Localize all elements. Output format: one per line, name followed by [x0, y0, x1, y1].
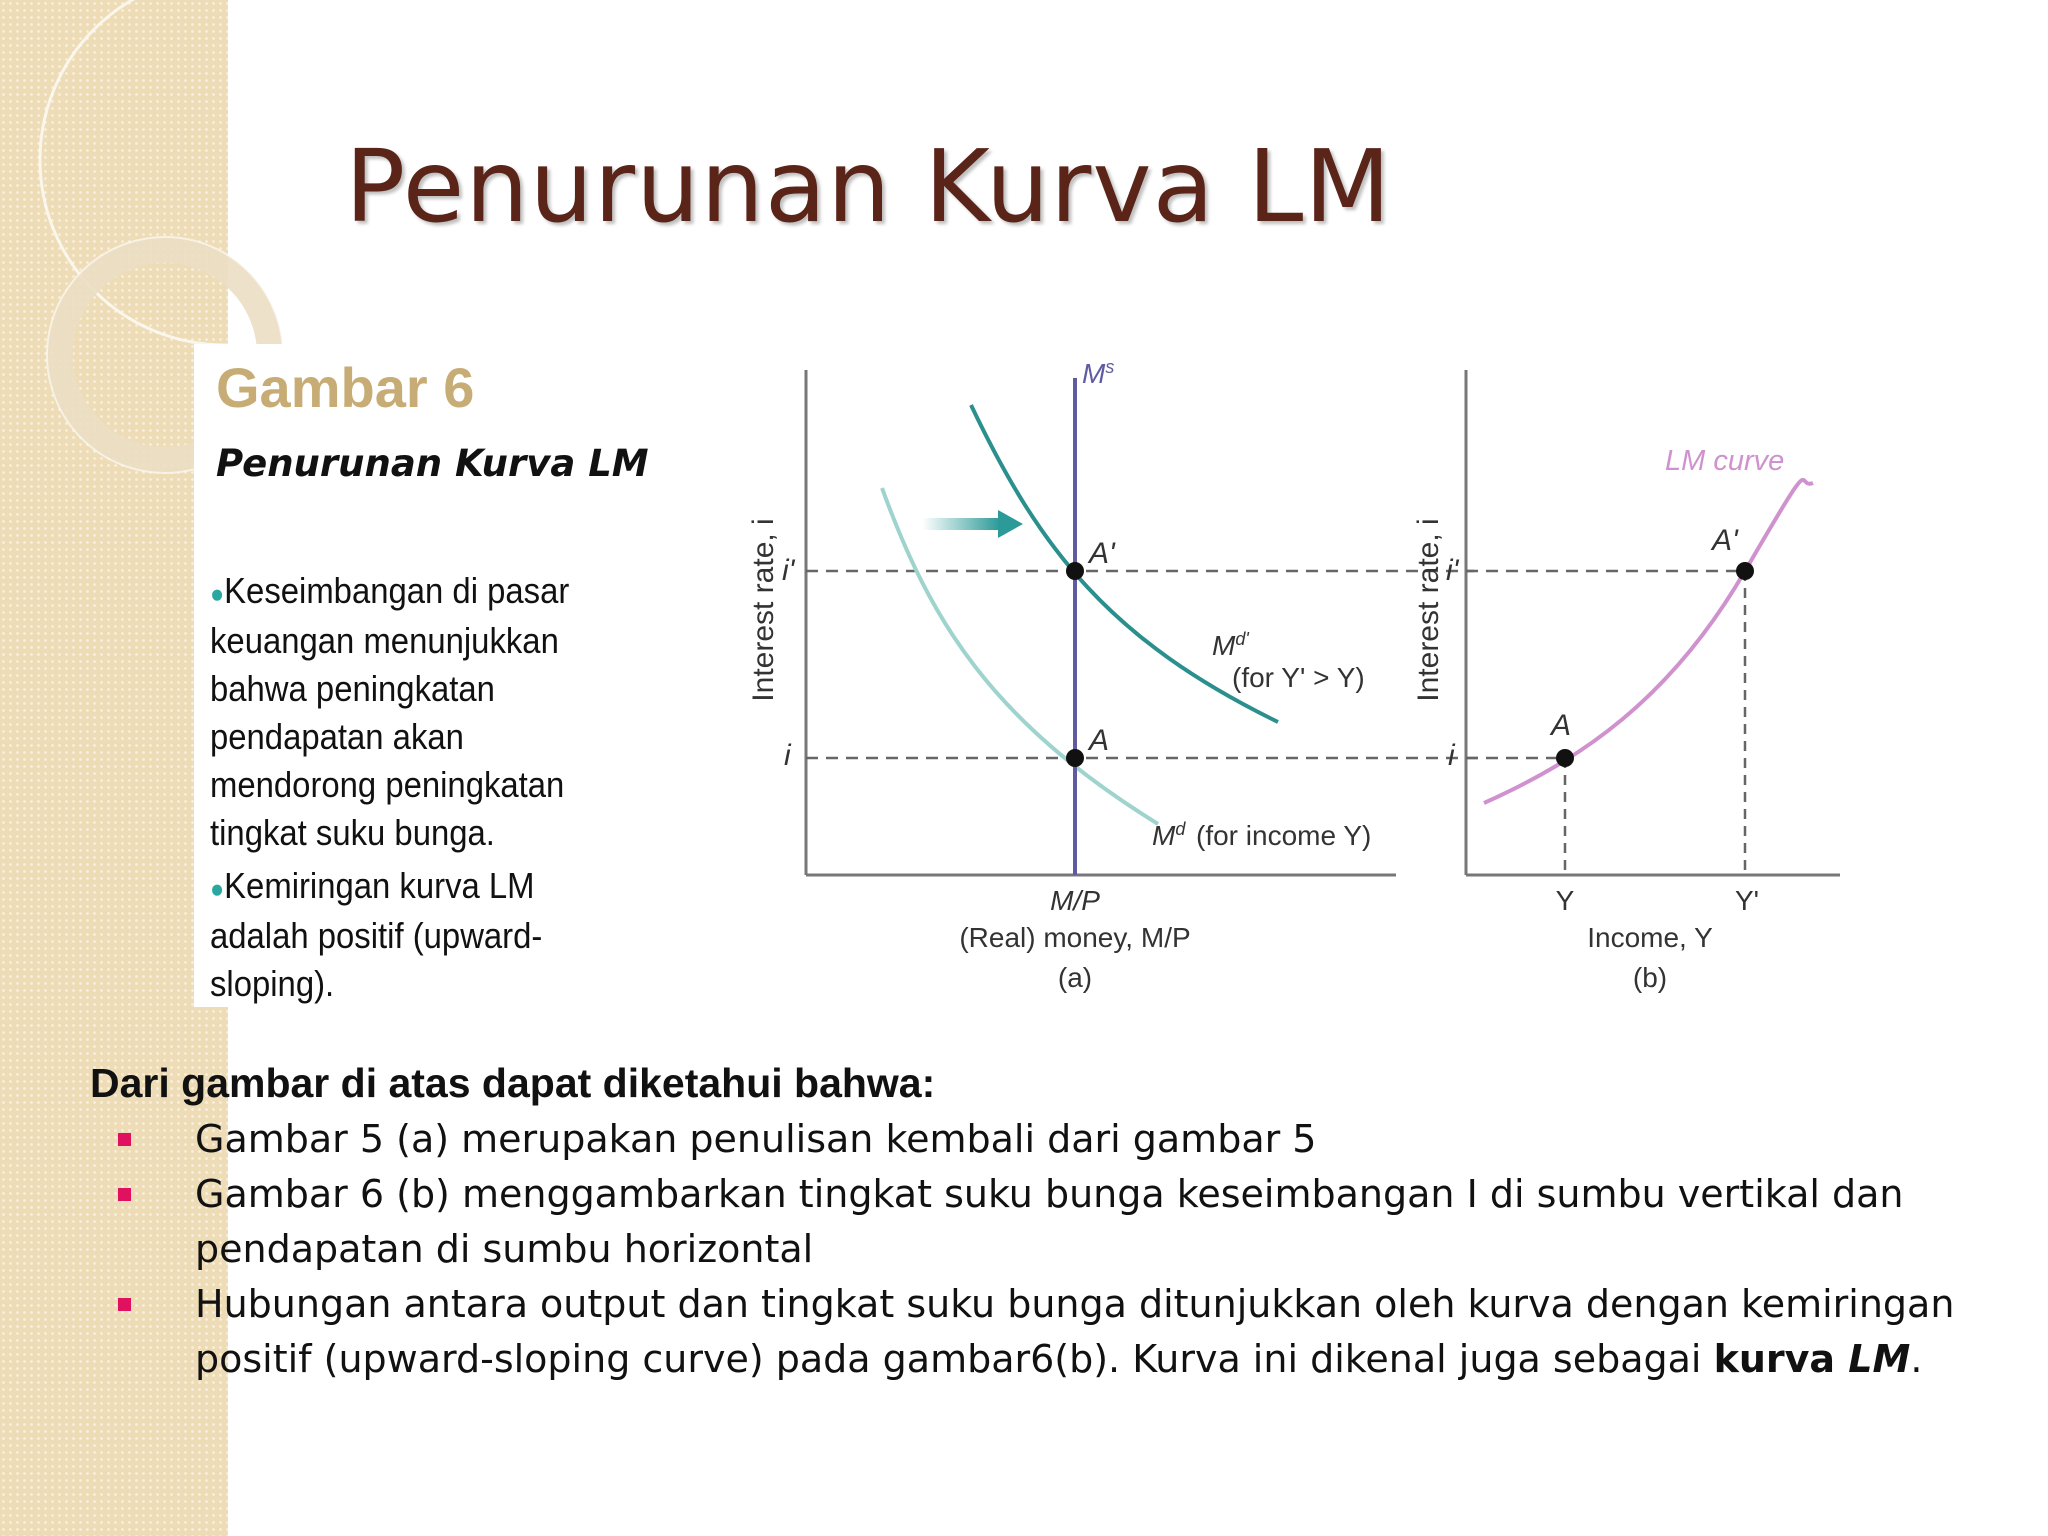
md-prime-note: (for Y' > Y) — [1232, 662, 1365, 693]
summary-item-text: Gambar 5 (a) merupakan penulisan kembali dari gambar 5 — [195, 1117, 1317, 1161]
lm-derivation-diagram — [700, 340, 1880, 1020]
point-a-marker — [1066, 749, 1084, 767]
summary-item-text: Hubungan antara output dan tingkat suku bunga ditunjukkan oleh kurva dengan kemiringan positif (upward-sloping curve) pada gambar6(b). Kurva ini dikenal juga sebagai — [195, 1282, 1955, 1381]
square-bullet-icon — [118, 1298, 131, 1311]
summary-item-text: Gambar 6 (b) menggambarkan tingkat suku bunga keseimbangan I di sumbu vertikal dan pendapatan di sumbu horizontal — [195, 1172, 1904, 1271]
figure-caption: Penurunan Kurva LM — [216, 442, 649, 485]
summary-lead: Dari gambar di atas dapat diketahui bahwa: — [90, 1060, 936, 1106]
panel-b-point-a-marker — [1556, 749, 1574, 767]
bullet-dot-icon: ● — [210, 873, 225, 904]
ms-label: $M^s$ — [1082, 357, 1115, 389]
panel-b-point-a-prime-marker — [1736, 562, 1754, 580]
figure-bullet-text: Keseimbangan di pasar keuangan menunjukkan bahwa peningkatan pendapatan akan mendorong peningkatan tingkat suku bunga. — [210, 570, 570, 854]
panel-b-x-label: Income, Y — [1587, 922, 1713, 953]
summary-item — [90, 1112, 1990, 1167]
md-label: $M^d$ — [1152, 819, 1186, 851]
summary-section — [90, 1058, 1990, 1387]
shift-arrow-head-icon — [998, 510, 1023, 538]
figure-number: Gambar 6 — [216, 356, 475, 419]
panel-a-x-tick: M/P — [1050, 885, 1100, 916]
panel-b-x-tick-y-prime: Y' — [1734, 885, 1760, 916]
panel-a-tag: (a) — [1057, 962, 1093, 993]
point-a-prime-marker — [1066, 562, 1084, 580]
lm-curve — [1484, 480, 1813, 803]
panel-a-tick-i-prime: i' — [782, 554, 795, 587]
panel-a-tick-i: i — [784, 739, 791, 772]
md-note: (for income Y) — [1196, 820, 1372, 851]
panel-b-y-label: Interest rate, i — [1412, 518, 1445, 702]
bullet-dot-icon: ● — [210, 578, 225, 609]
panel-b-tick-i-prime: i' — [1446, 554, 1459, 587]
figure-bullet-text: Kemiringan kurva LM adalah positif (upward-sloping). — [210, 865, 543, 1005]
panel-a — [747, 357, 1480, 993]
summary-item: Hubungan antara output dan tingkat suku bunga ditunjukkan oleh kurva dengan kemiringan positif (upward-sloping curve) pada gambar6(b). Kurva ini dikenal juga sebagai kurva LM. — [90, 1277, 1990, 1387]
point-a-label: A — [1089, 724, 1110, 757]
square-bullet-icon — [118, 1133, 131, 1146]
figure-bullet — [210, 567, 633, 857]
panel-b-point-a-label: A — [1551, 709, 1572, 742]
point-a-prime-label: A' — [1089, 537, 1115, 570]
slide-title: Penurunan Kurva LM — [345, 128, 1392, 245]
summary-item — [90, 1167, 1990, 1277]
panel-b-tag: (b) — [1632, 962, 1668, 993]
summary-list — [90, 1112, 1990, 1387]
square-bullet-icon — [118, 1188, 131, 1201]
panel-a-y-label: Interest rate, i — [747, 518, 780, 702]
panel-a-x-label: (Real) money, M/P — [959, 922, 1191, 953]
figure-bullet — [210, 862, 633, 1008]
summary-emphasis: kurva LM — [1713, 1337, 1911, 1381]
lm-curve-label: LM curve — [1665, 445, 1785, 477]
panel-b-tick-i: i — [1448, 739, 1455, 772]
panel-b — [1412, 370, 1840, 993]
panel-b-point-a-prime-label: A' — [1712, 524, 1738, 557]
panel-b-x-tick-y: Y — [1555, 885, 1575, 916]
shift-arrow-icon — [922, 518, 1000, 530]
md-prime-label: $M^{d'}$ — [1212, 629, 1249, 661]
md-curve — [882, 488, 1158, 824]
